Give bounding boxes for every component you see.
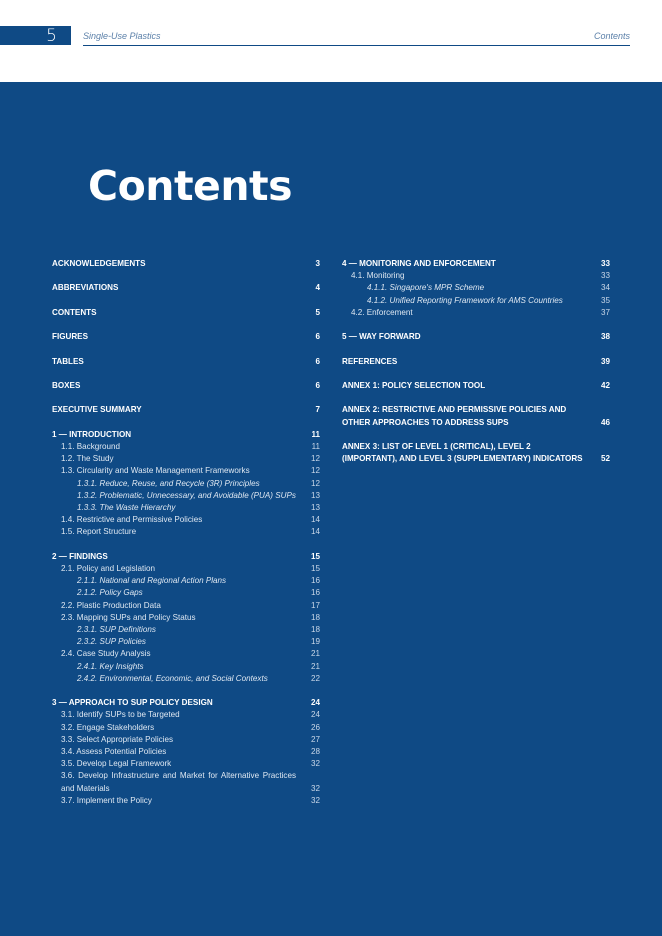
toc-entry[interactable] <box>52 282 320 294</box>
toc-entry-page: 6 <box>315 356 320 366</box>
toc-entry-page: 16 <box>310 588 320 598</box>
toc-entry-page: 17 <box>310 600 320 610</box>
toc-entry-page: 21 <box>310 661 320 671</box>
toc-entry-label: 1.4. Restrictive and Permissive Policies <box>61 515 203 525</box>
toc-entry-label: CONTENTS <box>52 307 97 317</box>
toc-entry[interactable] <box>52 709 320 721</box>
toc-entry[interactable] <box>52 697 320 709</box>
toc-entry[interactable] <box>52 478 320 490</box>
toc-entry-label: 2 — FINDINGS <box>52 551 108 561</box>
toc-entry-page: 35 <box>600 295 610 305</box>
toc-entry-label: 2.1. Policy and Legislation <box>61 563 156 573</box>
toc-entry-label: ANNEX 2: RESTRICTIVE AND PERMISSIVE POLICIES AND OTHER APPROACHES TO ADDRESS SUPS <box>342 405 567 427</box>
toc-entry[interactable] <box>52 770 320 794</box>
toc-entry-label: 3.3. Select Appropriate Policies <box>61 734 174 744</box>
toc-entry[interactable] <box>52 502 320 514</box>
toc-right-column <box>342 258 610 465</box>
toc-entry-page: 28 <box>310 746 320 756</box>
toc-entry[interactable] <box>52 758 320 770</box>
toc-entry[interactable] <box>52 661 320 673</box>
toc-entry[interactable] <box>52 441 320 453</box>
toc-entry-page: 37 <box>600 307 610 317</box>
toc-entry-label: 1.3.3. The Waste Hierarchy <box>77 502 176 512</box>
toc-entry-page: 24 <box>310 698 320 708</box>
page-number: 5 <box>0 26 71 45</box>
toc-entry[interactable] <box>52 258 320 270</box>
toc-entry-page: 33 <box>600 259 610 268</box>
toc-entry-label: ANNEX 3: LIST OF LEVEL 1 (CRITICAL), LEVEL 2 (IMPORTANT), AND LEVEL 3 (SUPPLEMENTARY) INDICATORS <box>342 441 583 464</box>
toc-entry-page: 27 <box>310 734 320 744</box>
toc-entry-label: 4.2. Enforcement <box>351 307 413 317</box>
toc-entry[interactable] <box>52 551 320 563</box>
toc-entry-label: 2.4.1. Key Insights <box>77 661 144 671</box>
toc-entry-label: 2.4.2. Environmental, Economic, and Social Contexts <box>77 673 268 683</box>
toc-entry[interactable] <box>52 429 320 441</box>
toc-entry-page: 12 <box>310 478 320 488</box>
toc-entry[interactable] <box>52 636 320 648</box>
toc-entry-label: 3.2. Engage Stakeholders <box>61 722 155 732</box>
toc-entry-page: 38 <box>600 332 610 342</box>
toc-entry-label: EXECUTIVE SUMMARY <box>52 405 142 415</box>
toc-entry-label: 3.4. Assess Potential Policies <box>61 746 167 756</box>
toc-entry-label: 4.1. Monitoring <box>351 271 405 281</box>
toc-entry-label: 3.5. Develop Legal Framework <box>61 759 172 769</box>
toc-entry-page: 52 <box>600 454 610 464</box>
toc-entry[interactable] <box>52 746 320 758</box>
toc-entry[interactable] <box>342 380 610 392</box>
toc-entry-label: 2.4. Case Study Analysis <box>61 649 151 659</box>
toc-entry-page: 11 <box>311 429 320 439</box>
toc-entry[interactable] <box>52 587 320 599</box>
toc-entry-label: ACKNOWLEDGEMENTS <box>52 259 146 268</box>
toc-entry-page: 12 <box>310 454 320 464</box>
toc-entry[interactable] <box>52 514 320 526</box>
toc-entry-page: 34 <box>600 283 610 293</box>
toc-entry-page: 32 <box>310 759 320 769</box>
toc-entry[interactable] <box>52 404 320 416</box>
toc-entry-page: 46 <box>600 417 610 427</box>
toc-entry-label: 3.7. Implement the Policy <box>61 795 152 805</box>
toc-entry-label: 2.2. Plastic Production Data <box>61 600 161 610</box>
toc-entry[interactable] <box>52 453 320 465</box>
toc-entry[interactable] <box>342 295 610 307</box>
toc-entry[interactable] <box>52 331 320 343</box>
toc-entry[interactable] <box>52 356 320 368</box>
toc-entry-page: 6 <box>315 332 320 342</box>
toc-entry-page: 14 <box>310 515 320 525</box>
toc-entry[interactable] <box>52 490 320 502</box>
toc-entry[interactable] <box>52 563 320 575</box>
toc-entry-label: 1.3.1. Reduce, Reuse, and Recycle (3R) Principles <box>77 478 260 488</box>
toc-entry-page: 13 <box>310 490 320 500</box>
toc-entry-label: 3 — APPROACH TO SUP POLICY DESIGN <box>52 698 213 708</box>
toc-entry[interactable] <box>342 331 610 343</box>
toc-entry-page: 6 <box>315 380 320 390</box>
toc-entry-label: ANNEX 1: POLICY SELECTION TOOL <box>342 380 486 390</box>
toc-entry[interactable] <box>52 648 320 660</box>
toc-entry[interactable] <box>52 624 320 636</box>
toc-entry-label: REFERENCES <box>342 356 398 366</box>
toc-entry-label: 4.1.2. Unified Reporting Framework for AMS Countries <box>367 295 563 305</box>
toc-entry-label: 1.5. Report Structure <box>61 527 137 537</box>
toc-entry[interactable] <box>342 270 610 282</box>
toc-entry-page: 18 <box>310 624 320 634</box>
toc-entry-page: 16 <box>310 576 320 586</box>
toc-left-column <box>52 258 320 807</box>
toc-entry-label: 3.1. Identify SUPs to be Targeted <box>61 710 180 720</box>
toc-entry[interactable] <box>52 612 320 624</box>
toc-entry[interactable] <box>342 441 610 465</box>
toc-entry-label: ABBREVIATIONS <box>52 283 119 293</box>
toc-entry-page: 15 <box>310 551 320 561</box>
toc-entry-page: 32 <box>310 795 320 805</box>
toc-entry[interactable] <box>52 734 320 746</box>
toc-entry-label: 1.2. The Study <box>61 454 114 464</box>
toc-entry-label: 4 — MONITORING AND ENFORCEMENT <box>342 259 496 268</box>
toc-entry-page: 11 <box>311 441 320 451</box>
toc-entry[interactable] <box>342 356 610 368</box>
toc-entry-page: 12 <box>310 466 320 476</box>
toc-entry-page: 42 <box>600 380 610 390</box>
toc-entry-page: 26 <box>310 722 320 732</box>
toc-entry-page: 33 <box>600 271 610 281</box>
toc-entry-label: BOXES <box>52 380 81 390</box>
toc-entry-page: 19 <box>310 637 320 647</box>
toc-entry-label: 2.1.2. Policy Gaps <box>77 588 143 598</box>
toc-entry-label: 1 — INTRODUCTION <box>52 429 132 439</box>
toc-entry[interactable] <box>52 380 320 392</box>
toc-entry-page: 14 <box>310 527 320 537</box>
toc-entry-page: 5 <box>315 307 320 317</box>
toc-entry[interactable] <box>52 526 320 538</box>
toc-entry[interactable] <box>52 465 320 477</box>
running-section-title: Contents <box>593 31 630 41</box>
toc-entry[interactable] <box>52 795 320 807</box>
toc-entry[interactable] <box>342 282 610 294</box>
toc-entry-label: TABLES <box>52 356 84 366</box>
toc-entry-page: 21 <box>310 649 320 659</box>
toc-entry-page: 22 <box>310 673 320 683</box>
toc-entry[interactable] <box>52 673 320 685</box>
toc-entry-label: 2.1.1. National and Regional Action Plans <box>77 576 227 586</box>
toc-entry-label: 2.3.1. SUP Definitions <box>77 624 156 634</box>
toc-entry[interactable] <box>52 722 320 734</box>
toc-entry[interactable] <box>342 307 610 319</box>
toc-entry[interactable] <box>52 575 320 587</box>
toc-entry-page: 13 <box>310 502 320 512</box>
toc-entry[interactable] <box>342 404 610 428</box>
toc-entry-page: 32 <box>310 783 320 793</box>
toc-entry-page: 18 <box>310 612 320 622</box>
toc-entry-page: 39 <box>600 356 610 366</box>
toc-entry-label: 1.3. Circularity and Waste Management Frameworks <box>61 466 250 476</box>
toc-entry-label: 4.1.1. Singapore's MPR Scheme <box>367 283 485 293</box>
toc-entry-label: 2.3. Mapping SUPs and Policy Status <box>61 612 196 622</box>
toc-entry-page: 7 <box>315 405 320 415</box>
toc-entry-label: 1.1. Background <box>61 441 120 451</box>
document-title: Single-Use Plastics <box>83 31 161 41</box>
toc-entry-label: 2.3.2. SUP Policies <box>77 637 146 647</box>
toc-entry-label: 1.3.2. Problematic, Unnecessary, and Avoidable (PUA) SUPs <box>77 490 296 500</box>
toc-entry-page: 15 <box>310 563 320 573</box>
toc-entry[interactable] <box>52 600 320 612</box>
toc-entry-page: 4 <box>315 283 320 293</box>
toc-entry-label: 5 — WAY FORWARD <box>342 332 421 342</box>
toc-entry[interactable] <box>52 307 320 319</box>
toc-entry-label: 3.6. Develop Infrastructure and Market for Alternative Practices and Materials <box>61 771 296 793</box>
toc-entry-label: FIGURES <box>52 332 88 342</box>
page-title: Contents <box>88 162 293 210</box>
toc-entry-page: 3 <box>315 259 320 268</box>
toc-entry[interactable] <box>342 258 610 270</box>
toc-entry-page: 24 <box>310 710 320 720</box>
header-divider <box>83 45 630 46</box>
